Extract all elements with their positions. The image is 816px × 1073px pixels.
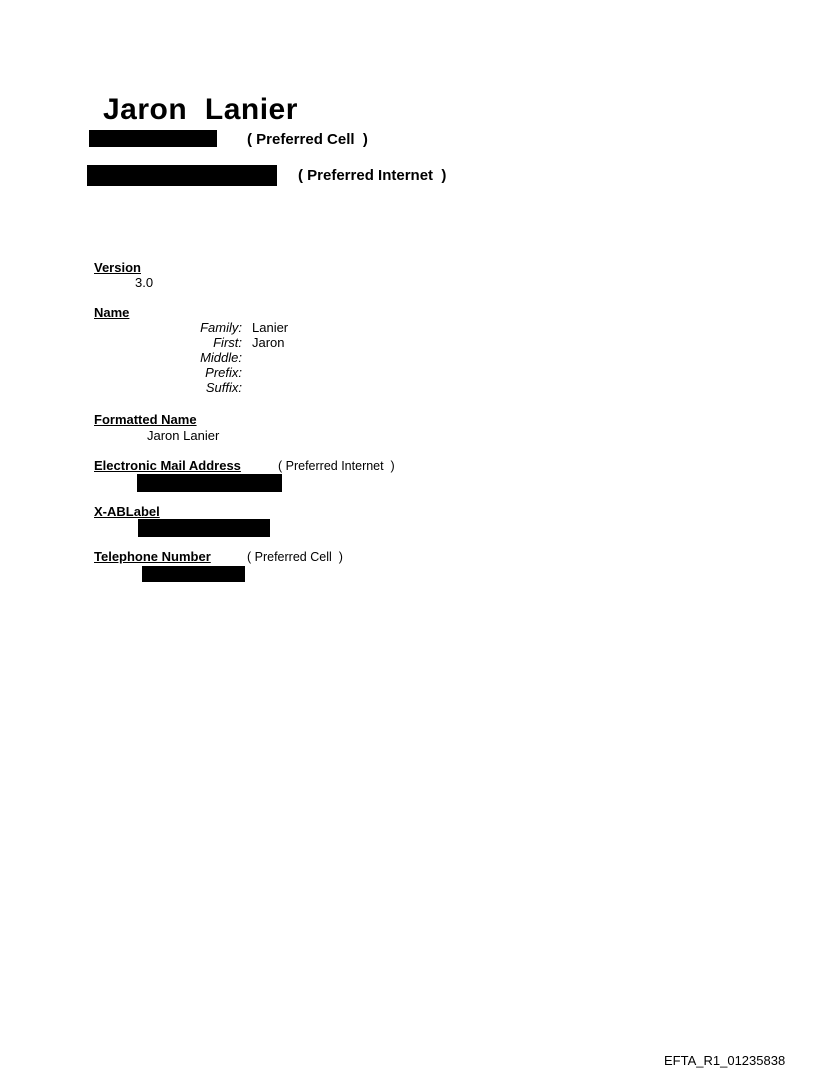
field-label-telephone: Telephone Number [94, 549, 211, 564]
name-row-prefix [94, 365, 288, 380]
redaction-bar-x-ablabel [138, 519, 270, 537]
field-value-version: 3.0 [135, 275, 154, 290]
field-label-version: Version [94, 260, 141, 275]
name-row-family [94, 320, 288, 335]
field-value-formatted-name: Jaron Lanier [147, 428, 220, 443]
name-row-middle [94, 350, 288, 365]
name-value-first: Jaron [252, 335, 285, 350]
field-label-name: Name [94, 305, 130, 320]
redaction-bar-header-email [87, 165, 277, 186]
name-value-family: Lanier [252, 320, 289, 335]
telephone-qualifier: ( Preferred Cell ) [247, 550, 343, 564]
contact-name-heading: Jaron Lanier [103, 93, 298, 126]
field-label-email: Electronic Mail Address [94, 458, 241, 473]
name-row-first [94, 335, 288, 350]
redaction-bar-telephone [142, 566, 245, 582]
redaction-bar-email [137, 474, 282, 492]
name-key-family: Family: [200, 320, 242, 335]
header-cell-qualifier: ( Preferred Cell ) [247, 131, 368, 148]
name-row-suffix [94, 380, 288, 395]
field-label-formatted-name: Formatted Name [94, 412, 197, 427]
email-qualifier: ( Preferred Internet ) [278, 459, 395, 473]
name-key-middle: Middle: [200, 350, 242, 365]
field-label-x-ablabel: X-ABLabel [94, 504, 160, 519]
name-key-prefix: Prefix: [205, 365, 242, 380]
header-internet-qualifier: ( Preferred Internet ) [298, 167, 447, 184]
name-subfields [94, 320, 288, 395]
name-key-suffix: Suffix: [205, 380, 242, 395]
name-key-first: First: [213, 335, 242, 350]
redaction-bar-header-phone [89, 130, 217, 147]
bates-number: EFTA_R1_01235838 [664, 1053, 786, 1068]
